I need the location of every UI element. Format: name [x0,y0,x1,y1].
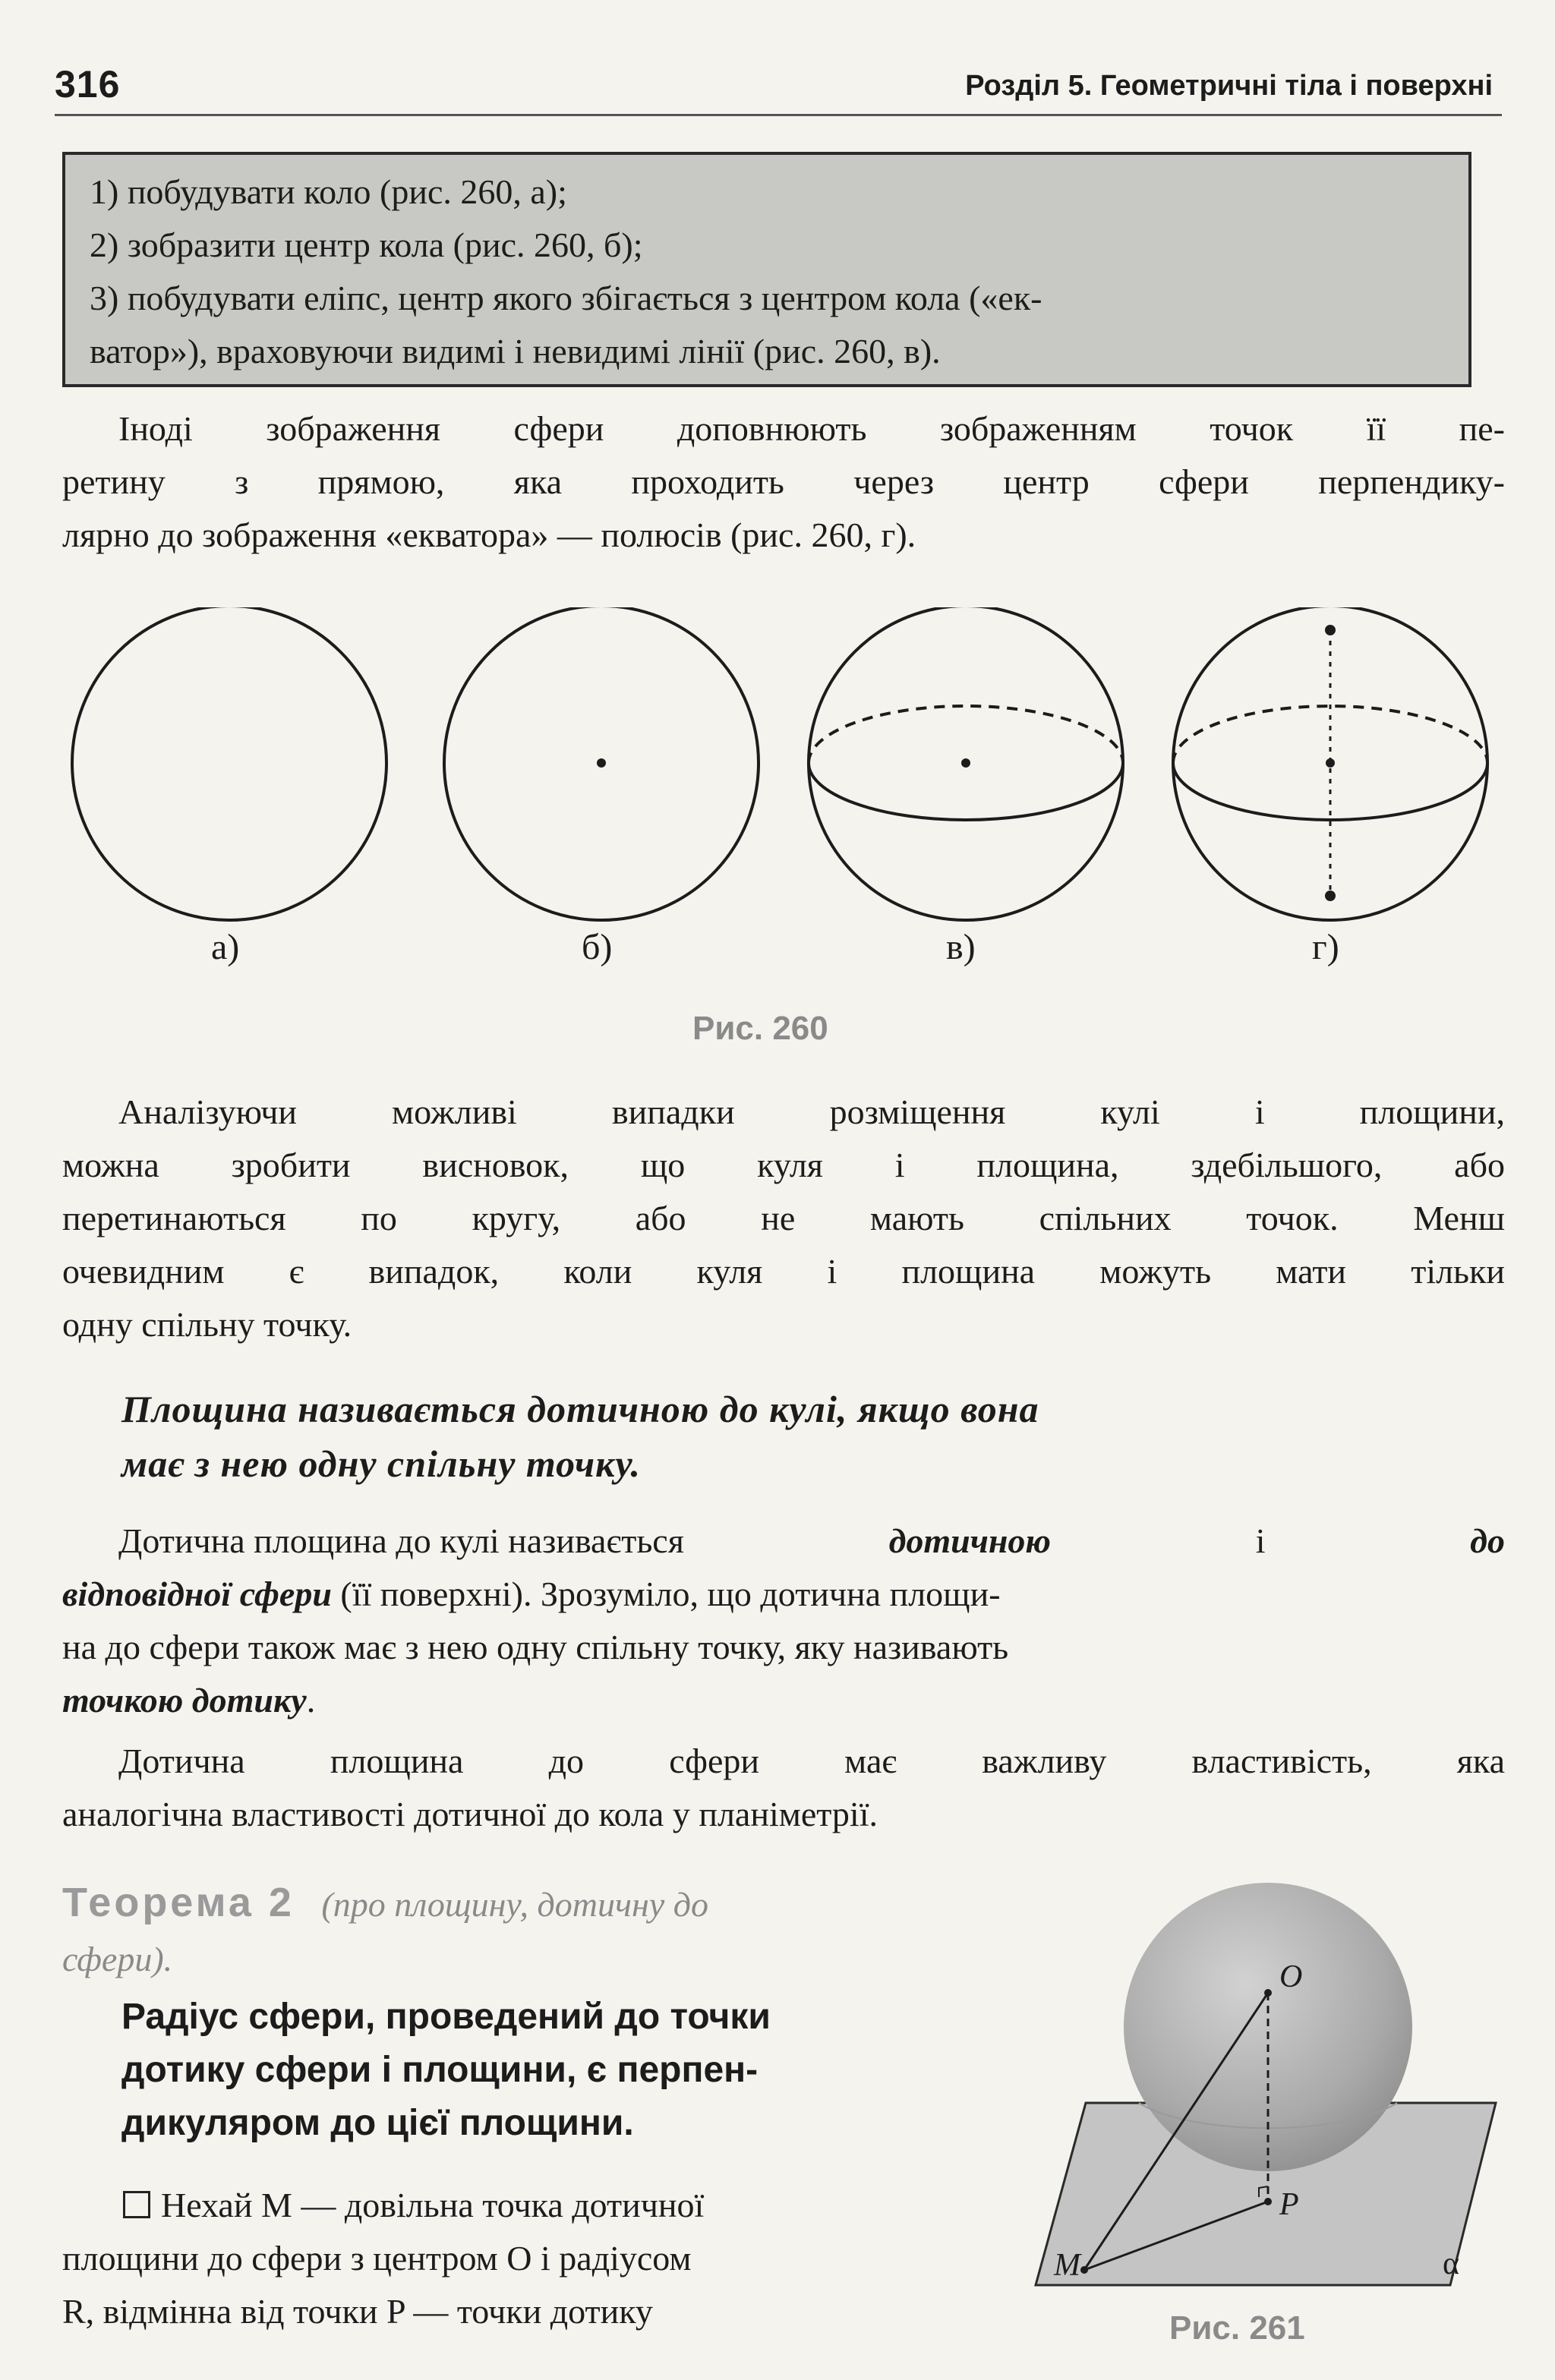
text-line [62,1568,1505,1621]
paragraph-tangent-sphere [62,1515,1505,1727]
text-fragment: . [306,1681,316,1720]
text-line: одну спільну точку. [62,1305,352,1344]
theorem-line: дикуляром до цієї площини. [121,2103,634,2143]
step-line: 3) побудувати еліпс, центр якого збігається з центром кола («ек- [90,279,1042,317]
label-M: M [1054,2248,1080,2283]
term-tangent: дотичною [888,1521,1052,1560]
point-P [1264,2198,1272,2205]
text-fragment: і [1255,1521,1266,1560]
text-line: ретину з прямою, яка проходить через центр сфери перпендику- [62,462,1505,501]
paragraph-property [62,1735,1505,1841]
definition-line: має з нею одну спільну точку. [121,1442,641,1485]
figure-label-c: в) [946,927,976,967]
text-line [62,1515,1505,1568]
text-fragment: Дотична площина до кулі називається [118,1521,684,1560]
text-line: аналогічна властивості дотичної до кола у планіметрії. [62,1795,878,1833]
figure-label-b: б) [582,927,613,967]
center-point-d [1326,758,1335,768]
figure-label-d: г) [1312,927,1339,967]
point-O [1264,1989,1272,1997]
text-line: площини до сфери з центром O і радіусом [62,2239,692,2278]
equator-visible-c [809,763,1123,820]
figure-260 [61,607,1503,987]
paragraph-analysis [62,1086,1505,1351]
label-O: O [1279,1959,1303,1994]
theorem-title: Теорема 2 [62,1880,295,1925]
step-line: ватор»), враховуючи видимі і невидимі лінії (рис. 260, в). [90,332,941,370]
south-pole-point [1325,891,1336,901]
theorem-line: Радіус сфери, проведений до точки [121,1997,771,2037]
construction-steps-box [62,152,1471,387]
header-rule [55,114,1502,116]
definition-tangent-plane [121,1382,1473,1491]
running-head: Розділ 5. Геометричні тіла і поверхні [965,70,1493,102]
proof-start-square-icon [123,2191,150,2218]
page-number: 316 [55,63,121,106]
text-fragment: (її поверхні). Зрозуміло, що дотична площи- [340,1575,1001,1613]
paragraph-poles [62,402,1505,562]
figure-261-drawing [1017,1875,1503,2361]
theorem-statement [121,1991,1002,2150]
theorem-note: сфери). [62,1940,173,1978]
figure-260-caption: Рис. 260 [692,1010,828,1047]
text-line [62,2179,1004,2232]
center-point-b [597,758,606,768]
definition-line: Площина називається дотичною до кулі, якщо вона [121,1388,1039,1430]
theorem-line: дотику сфери і площини, є перпен- [121,2050,759,2090]
figure-260-drawing [61,607,1503,987]
text-line: R, відмінна від точки P — точки дотику [62,2292,653,2331]
step-line: 2) зобразити центр кола (рис. 260, б); [90,225,643,264]
theorem-note: (про площину, дотичну до [321,1885,708,1924]
equator-hidden-c [809,706,1123,763]
text-line: перетинаються по кругу, або не мають спільних точок. Менш [62,1199,1505,1237]
center-point-c [961,758,970,768]
text-line: можна зробити висновок, що куля і площина, здебільшого, або [62,1146,1505,1184]
equator-hidden-d [1173,706,1487,763]
text-line: лярно до зображення «екватора» — полюсів (рис. 260, г). [62,515,916,554]
proof-paragraph [62,2179,1004,2338]
label-P: P [1279,2187,1299,2222]
text-line: Іноді зображення сфери доповнюють зображенням точок її пе- [118,409,1505,448]
text-line: очевидним є випадок, коли куля і площина можуть мати тільки [62,1252,1505,1291]
text-line: Аналізуючи можливі випадки розміщення кулі і площини, [118,1092,1505,1131]
theorem-heading [62,1875,1019,1987]
text-fragment: Нехай M — довільна точка дотичної [161,2186,705,2224]
term-corresponding-sphere: відповідної сфери [62,1575,332,1613]
north-pole-point [1325,625,1336,635]
point-M [1080,2266,1088,2274]
circle-a [72,607,386,920]
figure-261-caption: Рис. 261 [1169,2309,1305,2347]
figure-261 [1017,1875,1503,2361]
step-line: 1) побудувати коло (рис. 260, а); [90,172,567,211]
text-line: на до сфери також має з нею одну спільну точку, яку називають [62,1628,1009,1666]
text-line [62,1674,1505,1727]
text-fragment: до [1470,1521,1505,1560]
text-line: Дотична площина до сфери має важливу властивість, яка [118,1742,1505,1780]
label-alpha: α [1443,2246,1460,2281]
figure-label-a: а) [211,927,240,967]
term-tangent-point: точкою дотику [62,1681,307,1720]
